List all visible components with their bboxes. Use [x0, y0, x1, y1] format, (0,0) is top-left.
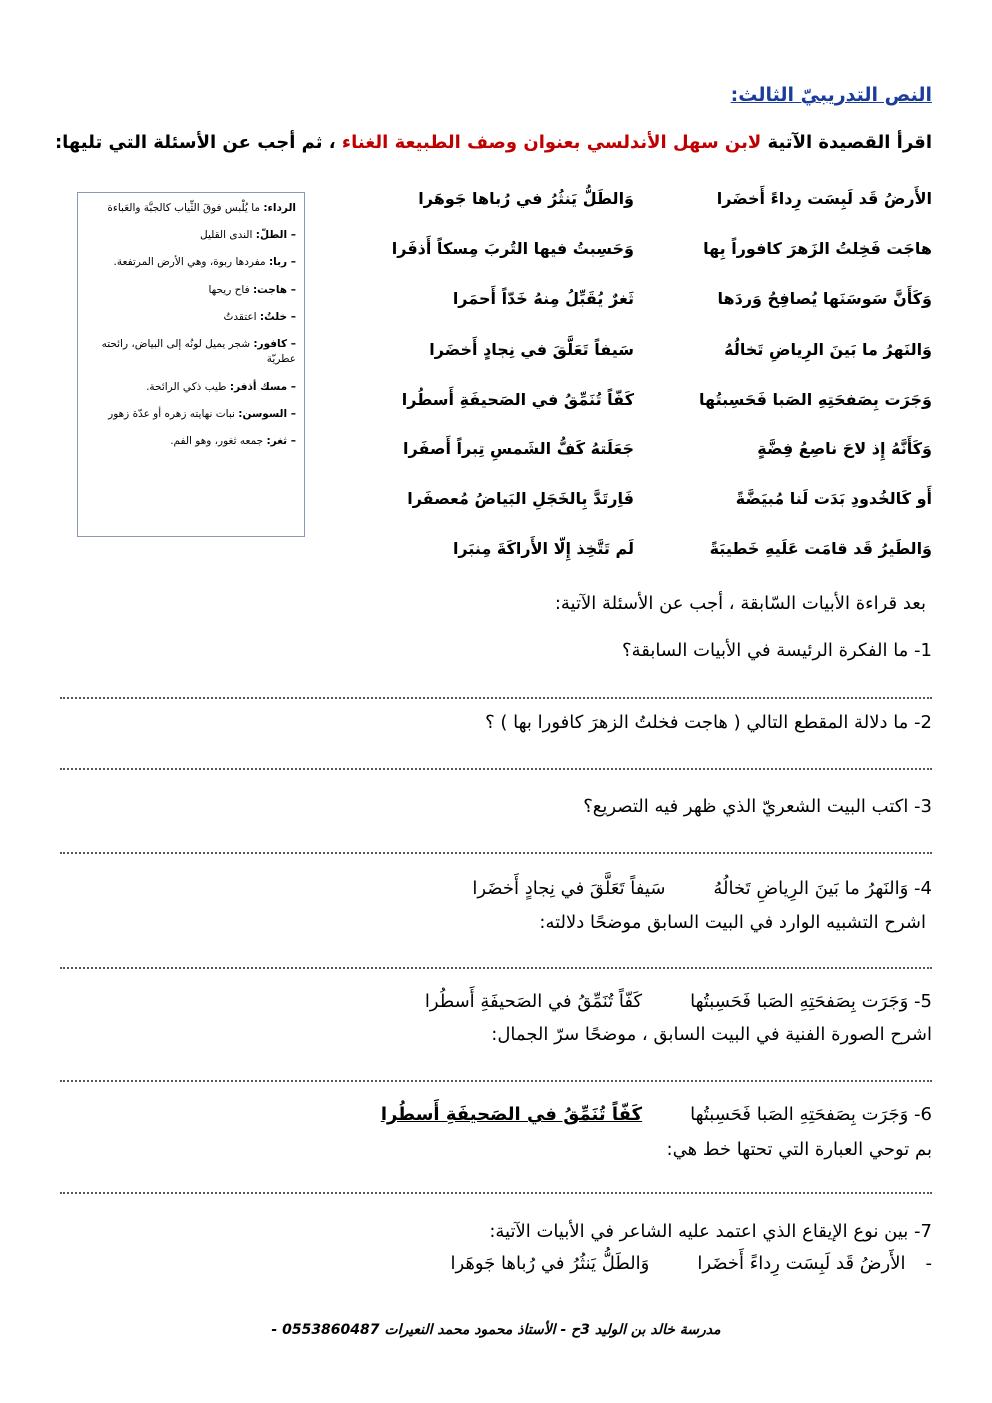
- question-1: 1- ما الفكرة الرئيسة في الأبيات السابقة؟: [622, 640, 932, 661]
- verse-8-right: وَالطَيرُ قَد قامَت عَلَيهِ خَطيبَةً: [709, 539, 932, 558]
- verse-6-right: وَكَأَنَّهُ إِذ لاحَ ناصِعُ فِضَّةٍ: [757, 439, 932, 458]
- questions-intro: بعد قراءة الأبيات السّابقة ، أجب عن الأسئلة الآتية:: [554, 593, 926, 614]
- answer-line: [60, 1080, 932, 1082]
- gloss-item: – مسك أذفر: طيب ذكي الرائحة.: [146, 380, 296, 393]
- gloss-item: – خلتُ: اعتقدتُ: [223, 310, 296, 323]
- question-2: 2- ما دلالة المقطع التالي ( هاجت فخلتُ الزهرَ كافورا بها ) ؟: [485, 712, 932, 733]
- page-title: النص التدريبيّ الثالث:: [730, 84, 932, 106]
- glossary-box: [77, 192, 305, 537]
- question-7-verse: -الأَرضُ قَد لَبِسَت رِداءً أَخضَراوَالطَلُّ يَنثُرُ في رُباها جَوهَرا: [450, 1253, 932, 1274]
- gloss-item: – كافور: شجر يميل لونُه إلى البياض، رائحته عطريّة: [101, 338, 296, 366]
- verse-1-right: الأَرضُ قَد لَبِسَت رِداءً أَخضَرا: [716, 189, 932, 208]
- verse-4-right: وَالنَهرُ ما بَينَ الرِياضِ تَخالُهُ: [724, 340, 932, 359]
- question-5-text: اشرح الصورة الفنية في البيت السابق ، موضحًا سرّ الجمال:: [491, 1024, 932, 1045]
- gloss-item: الرداء: ما يُلْبس فوقَ الثِّياب كالجبَّة والعَباءة: [107, 202, 296, 214]
- gloss-item: – السوسن: نبات نهايته زهره أو عدّة زهور: [108, 407, 296, 420]
- verse-6-left: جَعَلَتهُ كَفُّ الشَمسِ تِبراً أَصفَرا: [403, 439, 634, 458]
- verse-4-left: سَيفاً تَعَلَّقَ في نِجادٍ أَخضَرا: [429, 340, 634, 359]
- verse-5-left: كَفّاً تُنَمِّقُ في الصَحيفَةِ أَسطُرا: [401, 390, 634, 409]
- intro-part2: ، ثم أجب عن الأسئلة التي تليها:: [54, 132, 342, 153]
- question-4-text: اشرح التشبيه الوارد في البيت السابق موضحًا دلالته:: [539, 912, 926, 933]
- intro-part1: اقرأ القصيدة الآتية: [761, 132, 932, 153]
- question-5-verse: 5- وَجَرَت بِصَفحَتِهِ الصَبا فَحَسِبتُهاكَفّاً تُنَمِّقُ في الصَحيفَةِ أَسطُرا: [424, 991, 932, 1012]
- answer-line: [60, 1192, 932, 1194]
- verse-5-right: وَجَرَت بِصَفحَتِهِ الصَبا فَحَسِبتُها: [699, 390, 932, 409]
- answer-line: [60, 697, 932, 699]
- verse-2-left: وَحَسِبتُ فيها التُربَ مِسكاً أَذفَرا: [391, 239, 634, 258]
- verse-1-left: وَالطَلُّ يَنثُرُ في رُباها جَوهَرا: [418, 189, 634, 208]
- question-3: 3- اكتب البيت الشعريّ الذي ظهر فيه التصريع؟: [583, 796, 932, 817]
- question-6-text: بم توحي العبارة التي تحتها خط هي:: [666, 1139, 932, 1160]
- gloss-item: – ربا: مفردها ربوة، وهي الأرض المرتفعة.: [113, 256, 296, 269]
- verse-3-left: ثَغرٌ يُقَبِّلُ مِنهُ خَدّاً أَحمَرا: [452, 289, 634, 308]
- verse-7-right: أَو كَالخُدودِ بَدَت لَنا مُبيَضَّةً: [735, 489, 932, 508]
- question-7-text: 7- بين نوع الإيقاع الذي اعتمد عليه الشاعر في الأبيات الآتية:: [489, 1221, 932, 1242]
- answer-line: [60, 852, 932, 854]
- gloss-item: – هاجت: فاح ريحها: [208, 283, 296, 296]
- gloss-item: – الطلّ: الندى القليل: [200, 229, 296, 242]
- gloss-item: – ثغر: جمعه ثغور، وهو الفم.: [170, 434, 296, 447]
- intro-author: لابن سهل الأندلسي بعنوان وصف الطبيعة الغناء: [341, 132, 762, 153]
- answer-line: [60, 768, 932, 770]
- question-4-verse: 4- وَالنَهرُ ما بَينَ الرِياضِ تَخالُهُسَيفاً تَعَلَّقَ في نِجادٍ أَخضَرا: [472, 878, 932, 899]
- footer: مدرسة خالد بن الوليد 3ح - الأستاذ محمود محمد النعيرات 0553860487 -: [271, 1322, 721, 1338]
- verse-8-left: لَم تَتَّخِذ إِلّا الأَراكَةَ مِنبَرا: [452, 539, 634, 558]
- verse-7-left: فَاِرتَدَّ بِالخَجَلِ البَياضُ مُعصفَرا: [407, 489, 634, 508]
- answer-line: [60, 967, 932, 969]
- intro-instruction: [55, 132, 932, 153]
- underlined-phrase: كَفّاً تُنَمِّقُ في الصَحيفَةِ أَسطُرا: [380, 1104, 643, 1125]
- verse-2-right: هاجَت فَخِلتُ الزَهرَ كافوراً بِها: [703, 239, 932, 258]
- question-6-verse: 6- وَجَرَت بِصَفحَتِهِ الصَبا فَحَسِبتُهاكَفّاً تُنَمِّقُ في الصَحيفَةِ أَسطُرا: [380, 1104, 932, 1125]
- verse-3-right: وَكَأَنَّ سَوسَنَها يُصافِحُ وَردَها: [717, 289, 932, 308]
